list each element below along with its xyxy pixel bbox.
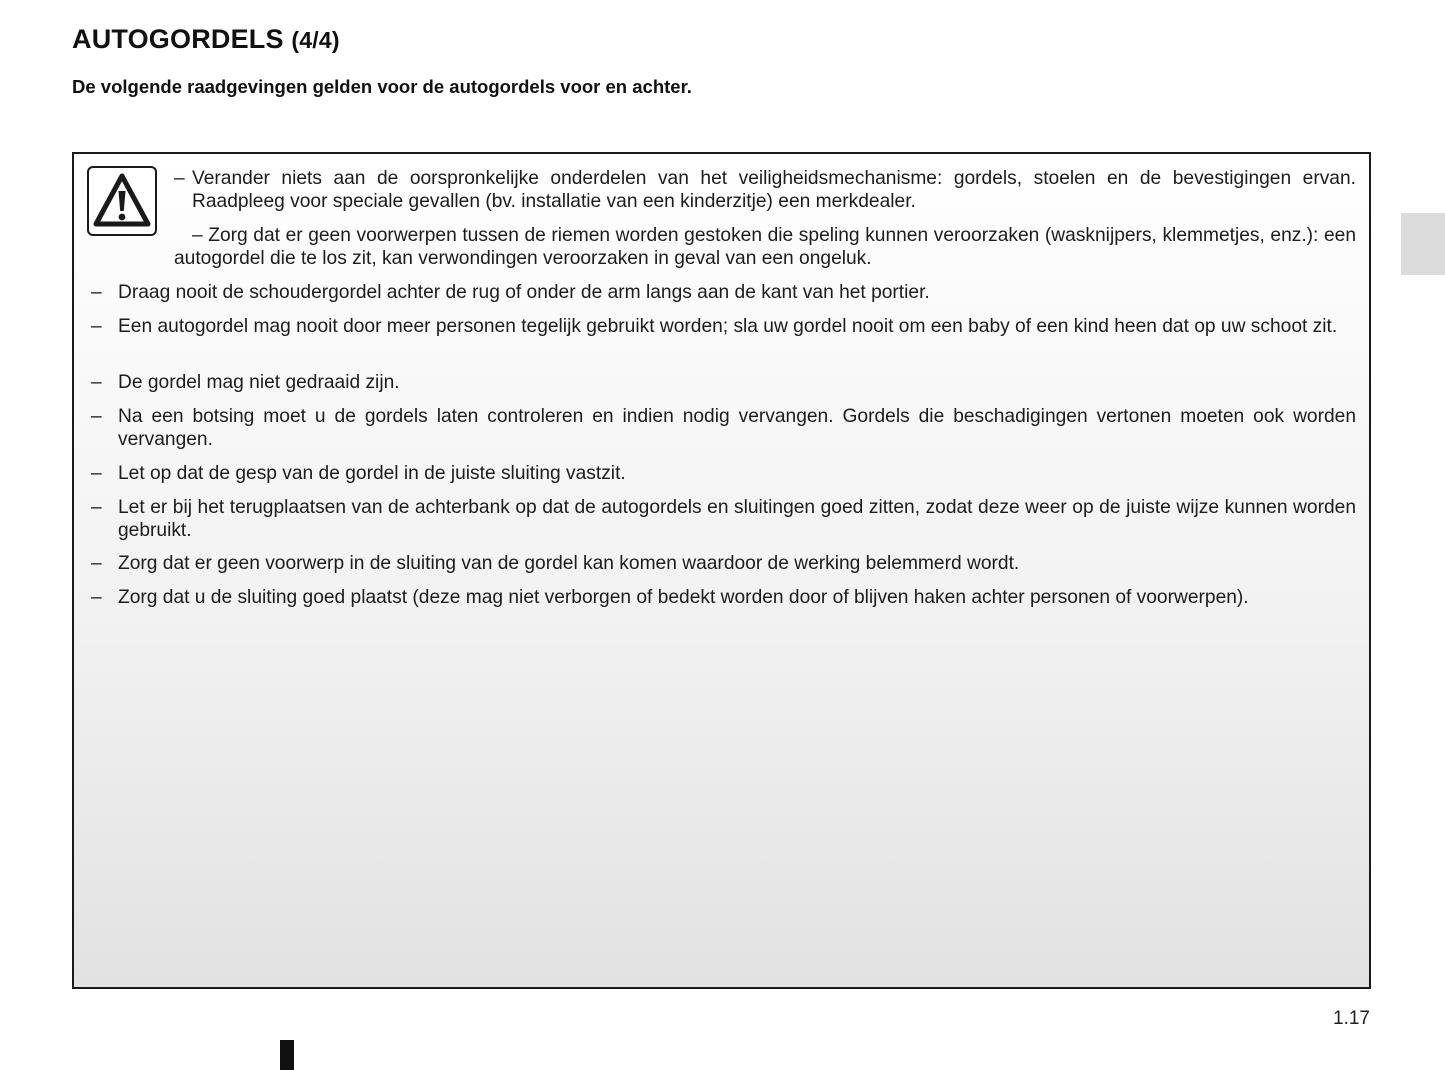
- warning-list-item: [91, 371, 1356, 394]
- warning-list-item: [91, 281, 1356, 304]
- warning-list-item: [91, 586, 1356, 609]
- print-crop-mark: [280, 1040, 294, 1070]
- list-dash: –: [91, 406, 102, 427]
- list-dash: –: [91, 372, 102, 393]
- warning-item-text: Zorg dat u de sluiting goed plaatst (deze mag niet verborgen of bedekt worden door of blijven haken achter personen of voorwerpen).: [118, 587, 1249, 608]
- list-dash: –: [91, 497, 102, 518]
- warning-box: [72, 152, 1371, 989]
- warning-list-item: [174, 167, 1356, 213]
- list-dash: –: [91, 587, 102, 608]
- warning-item-text: Verander niets aan de oorspronkelijke onderdelen van het veiligheidsmechanisme: gordels, stoelen en de bevestigingen ervan. Raadpleeg voor speciale gevallen (bv. installatie van een kinderzitje) een merkdealer.: [192, 168, 1356, 212]
- warning-triangle-icon: [87, 166, 157, 236]
- warning-item-text: Een autogordel mag nooit door meer personen tegelijk gebruikt worden; sla uw gordel nooit om een baby of een kind heen dat op uw schoot zit.: [118, 316, 1338, 337]
- page-number: 1.17: [1333, 1008, 1370, 1029]
- list-dash: –: [91, 463, 102, 484]
- warning-list-item: [91, 315, 1356, 338]
- warning-list-item: [91, 405, 1356, 451]
- warning-list-item: [91, 552, 1356, 575]
- page-title-suffix: (4/4): [291, 27, 340, 53]
- section-tab-marker: [1401, 213, 1445, 275]
- warning-item-text: Draag nooit de schoudergordel achter de rug of onder de arm langs aan de kant van het portier.: [118, 282, 930, 303]
- warning-item-text: Zorg dat er geen voorwerpen tussen de riemen worden gestoken die speling kunnen veroorzaken (wasknijpers, klemmetjes, enz.): een autogordel die te los zit, kan verwondingen veroorzaken in geval van een ongeluk.: [174, 225, 1356, 269]
- list-dash: –: [192, 225, 203, 246]
- page-title-text: AUTOGORDELS: [72, 24, 284, 54]
- warning-item-text: Let er bij het terugplaatsen van de achterbank op dat de autogordels en sluitingen goed zitten, zodat deze weer op de juiste wijze kunnen worden gebruikt.: [118, 497, 1356, 541]
- warning-item-text: Zorg dat er geen voorwerp in de sluiting van de gordel kan komen waardoor de werking belemmerd wordt.: [118, 553, 1020, 574]
- list-dash: –: [91, 282, 102, 303]
- warning-item-text: Let op dat de gesp van de gordel in de juiste sluiting vastzit.: [118, 463, 626, 484]
- list-dash: –: [91, 316, 102, 337]
- page-title: [72, 24, 340, 55]
- list-dash: –: [91, 553, 102, 574]
- warning-list-item: [91, 496, 1356, 542]
- warning-list-item: [174, 224, 1356, 270]
- intro-text: De volgende raadgevingen gelden voor de autogordels voor en achter.: [72, 76, 692, 97]
- warning-list-item: [91, 462, 1356, 485]
- warning-item-text: Na een botsing moet u de gordels laten controleren en indien nodig vervangen. Gordels die beschadigingen vertonen moeten ook worden vervangen.: [118, 406, 1356, 450]
- list-dash: –: [174, 168, 185, 189]
- warning-item-text: De gordel mag niet gedraaid zijn.: [118, 372, 400, 393]
